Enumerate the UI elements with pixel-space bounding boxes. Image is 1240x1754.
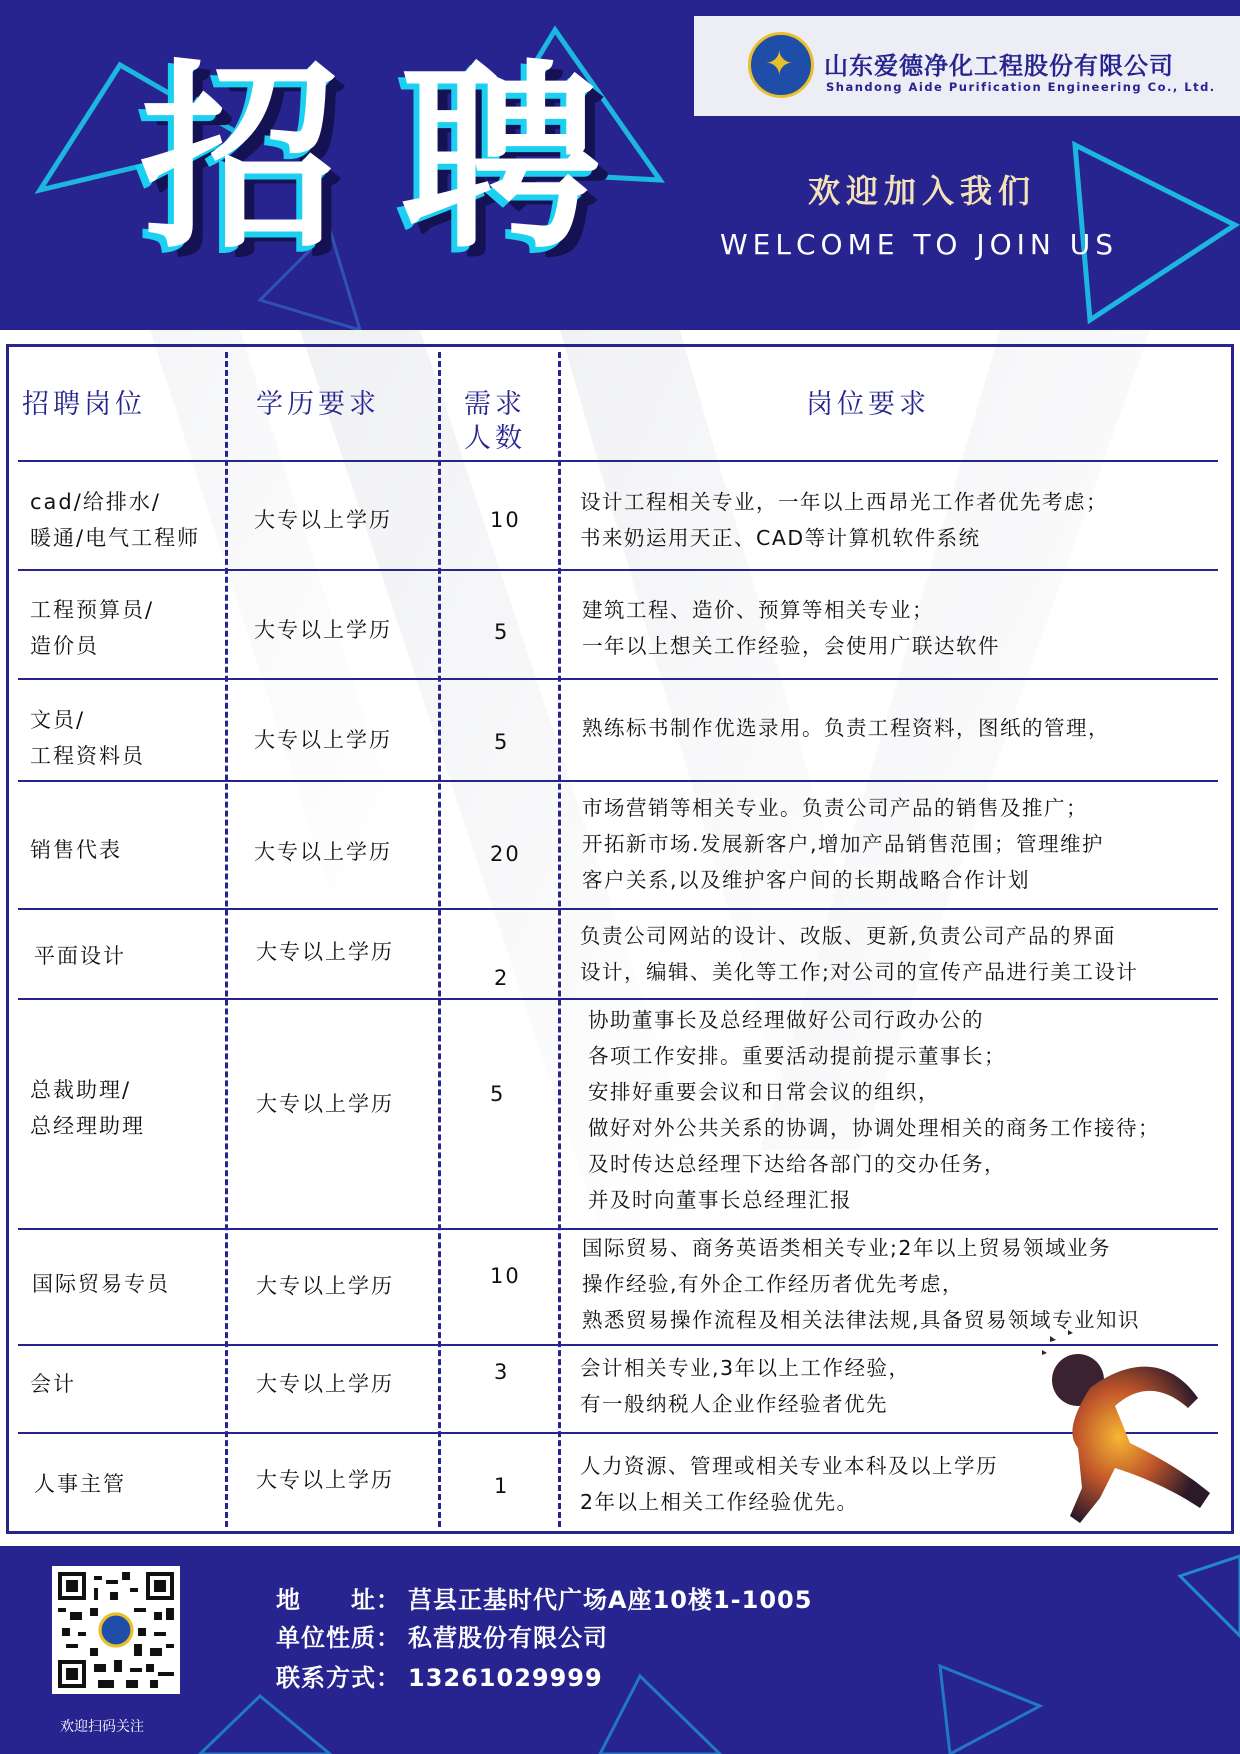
welcome-text-cn: 欢迎加入我们 (808, 172, 1037, 210)
position-cell: 造价员 (30, 634, 99, 658)
header-banner (0, 0, 1240, 330)
education-cell: 大专以上学历 (254, 508, 392, 532)
requirement-line: 操作经验,有外企工作经历者优先考虑， (582, 1272, 965, 1296)
count-cell: 5 (494, 620, 510, 644)
count-cell: 5 (490, 1082, 506, 1106)
header-position: 招聘岗位 (22, 389, 146, 420)
position-cell: 总经理助理 (30, 1114, 145, 1138)
company-type-value: 私营股份有限公司 (408, 1624, 608, 1652)
welcome-text-en: WELCOME TO JOIN US (720, 228, 1119, 261)
education-cell: 大专以上学历 (256, 940, 394, 964)
contact-line (276, 1658, 603, 1693)
column-divider-3 (558, 352, 561, 1527)
requirement-line: 市场营销等相关专业。负责公司产品的销售及推广； (582, 796, 1088, 820)
position-cell: 国际贸易专员 (32, 1272, 170, 1296)
requirement-line: 书来奶运用天正、CAD等计算机软件系统 (580, 526, 981, 550)
education-cell: 大专以上学历 (256, 1092, 394, 1116)
qr-code-image (52, 1566, 180, 1694)
footer-triangle-decorations (0, 1546, 1240, 1754)
position-cell: 暖通/电气工程师 (30, 526, 201, 550)
requirement-line: 负责公司网站的设计、改版、更新,负责公司产品的界面 (580, 924, 1117, 948)
position-cell: 平面设计 (34, 944, 126, 968)
position-cell: 销售代表 (30, 838, 122, 862)
count-cell: 5 (494, 730, 510, 754)
title-char-2: 聘 (400, 43, 601, 276)
header-count-line1: 需求 (464, 389, 526, 420)
requirement-line: 2年以上相关工作经验优先。 (580, 1490, 859, 1514)
requirement-line: 并及时向董事长总经理汇报 (588, 1188, 852, 1212)
footer-contact-band (0, 1546, 1240, 1754)
address-label: 地 址： (276, 1586, 401, 1614)
row-divider (18, 678, 1218, 680)
company-type-label: 单位性质： (276, 1624, 401, 1652)
requirement-line: 国际贸易、商务英语类相关专业;2年以上贸易领域业务 (582, 1236, 1111, 1260)
address-value: 莒县正基时代广场A座10楼1-1005 (408, 1586, 813, 1614)
requirement-line: 安排好重要会议和日常会议的组织， (588, 1080, 940, 1104)
column-divider-2 (438, 352, 441, 1527)
count-cell: 1 (494, 1474, 510, 1498)
count-cell: 10 (490, 508, 521, 532)
education-cell: 大专以上学历 (256, 1468, 394, 1492)
requirement-line: 熟悉贸易操作流程及相关法律法规,具备贸易领域专业知识 (582, 1308, 1141, 1332)
requirement-line: 协助董事长及总经理做好公司行政办公的 (588, 1008, 984, 1032)
requirement-line: 会计相关专业,3年以上工作经验， (580, 1356, 911, 1380)
company-emblem-icon: ✦ (748, 32, 814, 98)
company-name-en: Shandong Aide Purification Engineering Co., Ltd. (826, 80, 1216, 94)
position-cell: 会计 (30, 1372, 76, 1396)
header-count-line2: 人数 (464, 423, 526, 454)
requirement-line: 有一般纳税人企业作经验者优先 (580, 1392, 888, 1416)
header-requirements: 岗位要求 (806, 389, 930, 420)
requirement-line: 设计工程相关专业，一年以上西昂光工作者优先考虑； (580, 490, 1108, 514)
header-education: 学历要求 (256, 389, 380, 420)
title-char-1: 招 (140, 43, 341, 276)
requirement-line: 熟练标书制作优选录用。负责工程资料，图纸的管理， (582, 716, 1110, 740)
requirement-line: 设计，编辑、美化等工作;对公司的宣传产品进行美工设计 (580, 960, 1139, 984)
address-line (276, 1580, 812, 1615)
requirement-line: 客户关系,以及维护客户间的长期战略合作计划 (582, 868, 1031, 892)
position-cell: 人事主管 (34, 1472, 126, 1496)
education-cell: 大专以上学历 (254, 728, 392, 752)
company-type-line (276, 1618, 608, 1653)
count-cell: 3 (494, 1360, 510, 1384)
requirement-line: 及时传达总经理下达给各部门的交办任务， (588, 1152, 1006, 1176)
requirement-line: 各项工作安排。重要活动提前提示董事长； (588, 1044, 1006, 1068)
requirement-line: 建筑工程、造价、预算等相关专业； (582, 598, 934, 622)
contact-phone: 13261029999 (408, 1664, 603, 1692)
count-cell: 2 (494, 966, 510, 990)
row-divider (18, 569, 1218, 571)
contact-label: 联系方式： (276, 1664, 401, 1692)
row-divider (18, 460, 1218, 462)
company-logo-box (694, 16, 1240, 116)
education-cell: 大专以上学历 (254, 840, 392, 864)
position-cell: 工程资料员 (30, 744, 145, 768)
count-cell: 10 (490, 1264, 521, 1288)
company-name-cn: 山东爱德净化工程股份有限公司 (824, 52, 1174, 80)
row-divider (18, 998, 1218, 1000)
qr-caption: 欢迎扫码关注 (60, 1719, 144, 1735)
education-cell: 大专以上学历 (254, 618, 392, 642)
row-divider (18, 908, 1218, 910)
column-divider-1 (225, 352, 228, 1527)
position-cell: 总裁助理/ (30, 1078, 132, 1102)
position-cell: 文员/ (30, 708, 86, 732)
education-cell: 大专以上学历 (256, 1372, 394, 1396)
row-divider (18, 780, 1218, 782)
education-cell: 大专以上学历 (256, 1274, 394, 1298)
requirement-line: 做好对外公共关系的协调，协调处理相关的商务工作接待； (588, 1116, 1160, 1140)
position-cell: cad/给排水/ (30, 490, 161, 514)
count-cell: 20 (490, 842, 521, 866)
runner-silhouette-image (1020, 1328, 1230, 1528)
requirement-line: 一年以上想关工作经验，会使用广联达软件 (582, 634, 1000, 658)
requirement-line: 人力资源、管理或相关专业本科及以上学历 (580, 1454, 998, 1478)
position-cell: 工程预算员/ (30, 598, 155, 622)
requirement-line: 开拓新市场.发展新客户,增加产品销售范围；管理维护 (582, 832, 1105, 856)
